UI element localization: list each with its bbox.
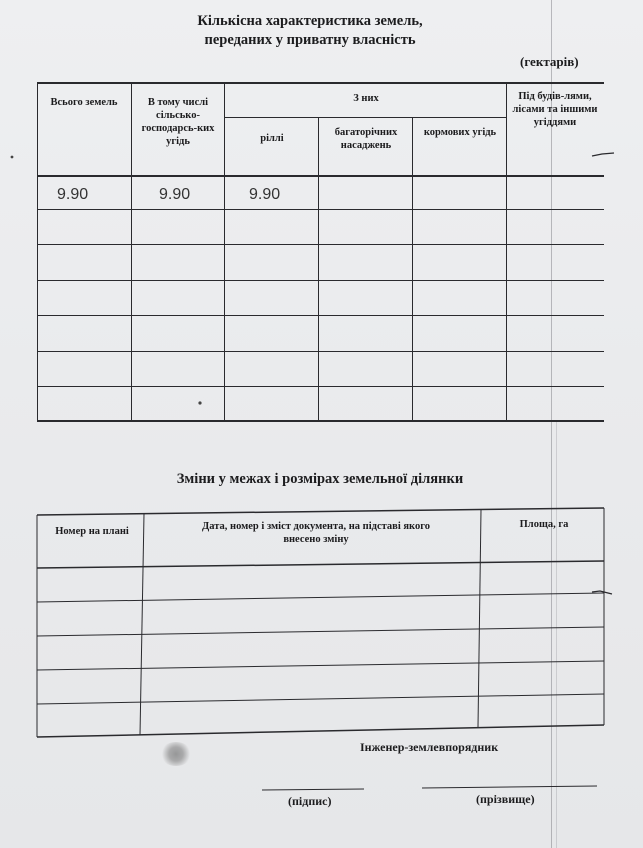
title-line-1: Кількісна характеристика земель, — [197, 13, 423, 29]
changes-row-line — [37, 661, 604, 670]
surname-line — [422, 786, 597, 788]
changes-section-title: Зміни у межах і розмірах земельної ділянки — [176, 471, 464, 487]
surname-caption: (прізвище) — [476, 792, 535, 806]
changes-row-line — [37, 593, 604, 602]
cell-agricultural: 9.90 — [159, 186, 191, 203]
header-agricultural: В тому числі сільсько-господарсь-ких угідь — [141, 97, 215, 147]
engineer-role-label: Інженер-землевпорядник — [360, 740, 499, 754]
header-other: Під будів-лями, лісами та іншими угіддями — [512, 91, 598, 128]
changes-row-line — [37, 694, 604, 704]
ink-smudge — [160, 742, 192, 766]
changes-table-top — [37, 508, 604, 515]
changes-column-divider — [478, 510, 481, 727]
cell-total: 9.90 — [57, 186, 89, 203]
units-label: (гектарів) — [520, 54, 579, 69]
title-line-2: переданих у приватну власність — [204, 32, 416, 48]
ink-dot — [198, 401, 201, 404]
cell-arable: 9.90 — [249, 186, 281, 203]
header-area: Площа, га — [519, 519, 569, 530]
header-perennial: багаторічних насаджень — [334, 127, 398, 151]
changes-table-bottom — [37, 725, 604, 737]
signature-line — [262, 789, 364, 790]
changes-row-line — [37, 627, 604, 636]
header-document: Дата, номер і зміст документа, на підставі якого внесено зміну — [202, 521, 430, 545]
header-arable: ріллі — [260, 133, 284, 144]
ink-dot — [11, 156, 14, 159]
changes-header-bottom — [37, 561, 604, 568]
header-forage: кормових угідь — [423, 127, 497, 138]
header-total: Всього земель — [50, 97, 118, 108]
header-of-which: З них — [353, 93, 379, 104]
header-plan-number: Номер на плані — [55, 526, 129, 537]
pen-mark — [592, 153, 614, 156]
signature-caption: (підпис) — [288, 794, 332, 808]
